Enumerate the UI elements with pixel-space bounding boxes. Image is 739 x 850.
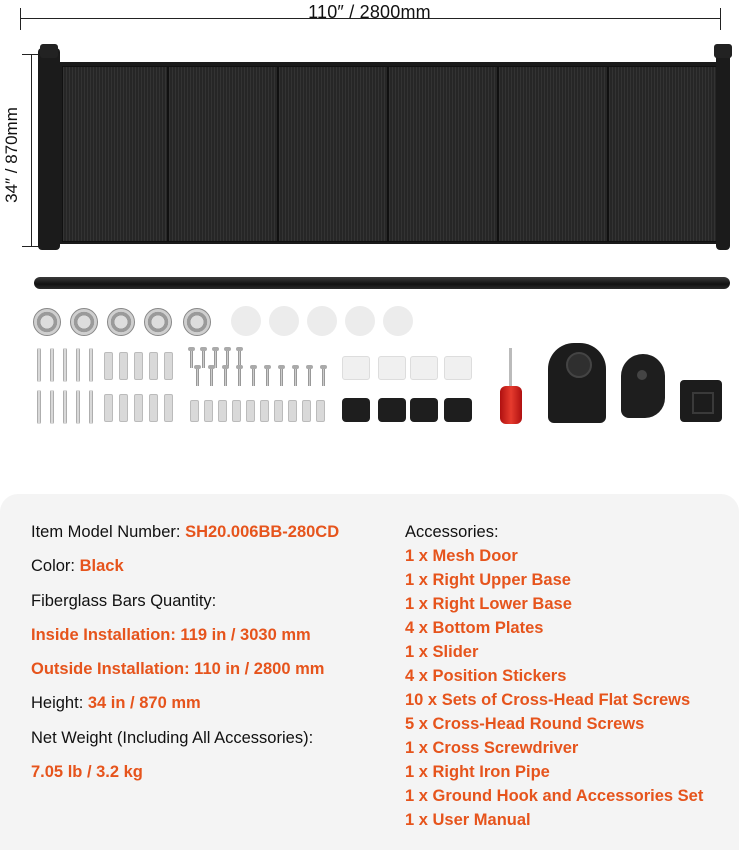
wall-anchor [104,352,113,380]
small-anchor [274,400,283,422]
height-value: 34 in / 870 mm [87,694,201,713]
cross-head-screw [252,368,255,386]
accessory-item: 1 x Right Lower Base [405,595,572,613]
cross-head-screw [224,368,227,386]
iron-pipe [34,277,730,289]
bottom-plate [378,398,406,422]
model-number-row [31,522,401,542]
screw [76,390,80,424]
mesh-panel [62,66,168,242]
accessory-item: 1 x Ground Hook and Accessories Set [405,787,704,805]
small-anchor [218,400,227,422]
screw [37,390,41,424]
width-dimension-label: 110″ / 2800mm [308,2,431,22]
cross-screwdriver [500,386,522,424]
small-anchor [232,400,241,422]
screw [50,348,54,382]
screw [50,390,54,424]
accessory-item: 1 x Cross Screwdriver [405,739,579,757]
wall-anchor [119,394,128,422]
wall-anchor [149,352,158,380]
width-dimension-tick-left [20,8,21,30]
position-sticker [269,306,299,336]
cross-head-screw [322,368,325,386]
accessory-item: 1 x Right Iron Pipe [405,763,550,781]
width-dimension-line [20,18,720,19]
small-anchor [190,400,199,422]
gate-left-cap [40,44,58,58]
small-anchor [260,400,269,422]
ground-hook [107,308,135,336]
position-sticker [231,306,261,336]
wall-anchor [134,352,143,380]
slider-dot [637,370,647,380]
mesh-panel [388,66,498,242]
mesh-panel [278,66,388,242]
mesh-panel [608,66,718,242]
small-anchor [288,400,297,422]
gate-left-post [38,48,60,250]
height-dimension-label: 34″ / 870mm [2,107,21,203]
cross-head-screw [202,350,205,368]
screwdriver-shaft [509,348,512,388]
accessory-item: 1 x User Manual [405,811,531,829]
width-dimension-tick-right [720,8,721,30]
screw [89,390,93,424]
net-weight-label: Net Weight (Including All Accessories): [31,728,314,747]
bottom-plate [410,398,438,422]
gate-right-cap [714,44,732,58]
cross-head-screw [266,368,269,386]
wall-anchor [134,394,143,422]
accessory-item: 1 x Right Upper Base [405,571,571,589]
height-row [31,693,401,713]
position-sticker [307,306,337,336]
ground-hook [183,308,211,336]
cross-head-screw [280,368,283,386]
bottom-plate [342,398,370,422]
small-anchor [204,400,213,422]
screw [37,348,41,382]
upper-base-ring [566,352,592,378]
accessory-item: 4 x Position Stickers [405,667,567,685]
bottom-clip [378,356,406,380]
color-value: Black [79,557,124,576]
wall-anchor [164,352,173,380]
specs-list [31,522,401,796]
cross-head-screw [308,368,311,386]
small-anchor [316,400,325,422]
screw [89,348,93,382]
accessories-title: Accessories: [405,523,499,541]
position-sticker [383,306,413,336]
accessory-item: 1 x Slider [405,643,479,661]
bottom-plate [444,398,472,422]
color-row [31,556,401,576]
cross-head-screw [210,368,213,386]
outside-installation-row: Outside Installation: 110 in / 2800 mm [31,660,325,679]
accessory-item: 1 x Mesh Door [405,547,518,565]
small-anchor [302,400,311,422]
screw [76,348,80,382]
bars-quantity-row: Fiberglass Bars Quantity: [31,591,217,610]
wall-anchor [104,394,113,422]
mesh-panel [498,66,608,242]
height-label: Height: [31,694,88,713]
cross-head-screw [196,368,199,386]
inside-installation-row: Inside Installation: 119 in / 3030 mm [31,625,311,644]
accessory-item: 10 x Sets of Cross-Head Flat Screws [405,691,691,709]
slider [621,354,665,418]
model-number-value: SH20.006BB-280CD [185,523,340,541]
mesh-panel [168,66,278,242]
ground-hook [144,308,172,336]
accessories-list [405,522,735,834]
accessory-item: 4 x Bottom Plates [405,619,544,637]
bottom-clip [410,356,438,380]
lower-base-inner [692,392,714,414]
bottom-clip [342,356,370,380]
model-number-label: Item Model Number: [31,523,186,541]
cross-head-screw [238,368,241,386]
color-label: Color: [31,557,80,576]
position-sticker [345,306,375,336]
cross-head-screw [190,350,193,368]
small-anchor [246,400,255,422]
accessory-item: 5 x Cross-Head Round Screws [405,715,645,733]
wall-anchor [164,394,173,422]
net-weight-value: 7.05 lb / 3.2 kg [31,763,143,782]
wall-anchor [119,352,128,380]
gate-right-post [716,48,730,250]
height-dimension-line [31,54,32,246]
cross-head-screw [294,368,297,386]
ground-hook [70,308,98,336]
wall-anchor [149,394,158,422]
bottom-clip [444,356,472,380]
screw [63,348,67,382]
ground-hook [33,308,61,336]
screw [63,390,67,424]
